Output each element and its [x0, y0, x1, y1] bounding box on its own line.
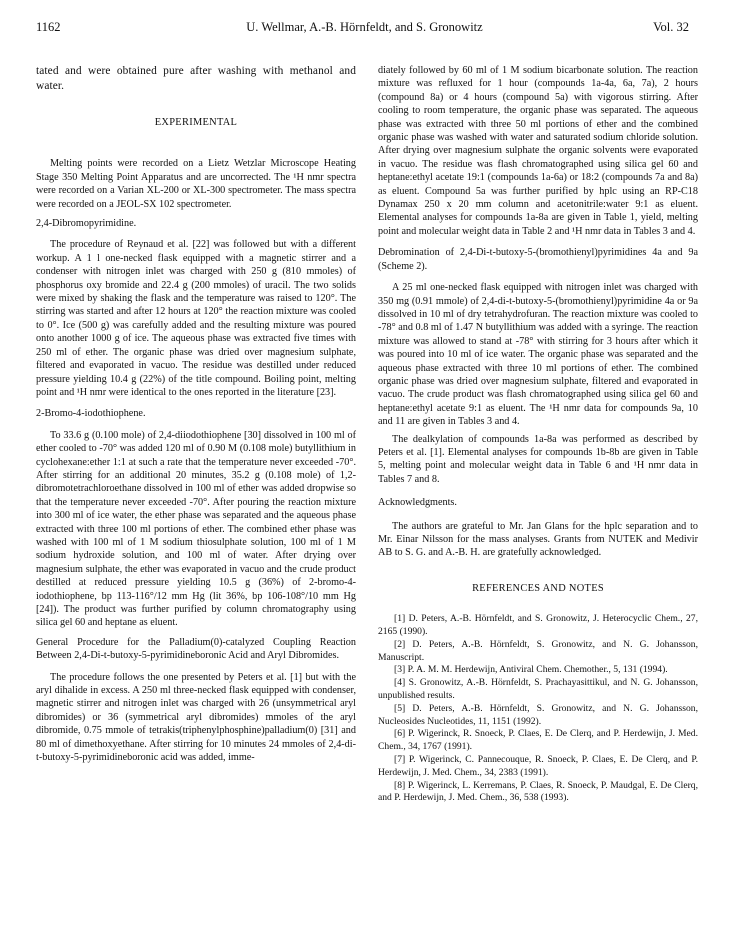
reference-item: [6] P. Wigerinck, R. Snoeck, P. Claes, E. De Clerq, and P. Herdewijn, J. Med. Chem., 34, 1767 (1991).	[378, 728, 698, 753]
reference-item: [8] P. Wigerinck, L. Kerremans, P. Claes, R. Snoeck, P. Maudgal, E. De Clerq, and P. Herdewijn, J. Med. Chem., 36, 538 (1993).	[378, 779, 698, 804]
page-number: 1162	[36, 20, 61, 34]
general-procedure-heading: General Procedure for the Palladium(0)-catalyzed Coupling Reaction Between 2,4-Di-t-butoxy-5-pyrimidineboronic Acid and Aryl Dibromides.	[36, 636, 356, 662]
methods-paragraph: Melting points were recorded on a Lietz Wetzlar Microscope Heating Stage 350 Melting Point Apparatus and are uncorrected. The ¹H nmr spectra were recorded on a Varian XL-200 or XL-300 spectrometer. The mass spectra were recorded on a JEOL-SX 102 spectrometer.	[36, 158, 356, 210]
debromination-heading: Debromination of 2,4-Di-t-butoxy-5-(bromothienyl)pyrimidines 4a and 9a (Scheme 2).	[378, 247, 698, 272]
general-procedure-text: The procedure follows the one presented by Peters et al. [1] but with the aryl dihalide in excess. A 250 ml three-necked flask equipped with condenser, magnetic stirrer and nitrogen inlet was charged with 26 (unsymmetrical aryl dibromides) or 36 (symmetrical aryl dibromides) mmoles of the aryl dibromide, 0.75 mmole of tetrakis(triphenylphosphine)palladium(0) [31] and 80 ml of dimethoxyethane. After stirring for 10 minutes 24 mmoles of 2,4-di-t-butoxy-5-pyrimidineboronic acid was added, imme-	[36, 671, 356, 764]
acknowledgments-heading: Acknowledgments.	[378, 497, 457, 509]
experimental-heading: EXPERIMENTAL	[154, 117, 238, 128]
dibromopyrimidine-heading: 2,4-Dibromopyrimidine.	[36, 218, 137, 230]
debromination-text: A 25 ml one-necked flask equipped with nitrogen inlet was charged with 350 mg (0.91 mmole) of 2,4-di-t-butoxy-5-(bromothienyl)pyrimidine 4a or 9a dissolved in 10 ml of dry tetrahydrofuran. The reaction mixture was cooled to -78° and 0.8 ml of 1.47 N butyllithium was added with a syringe. The reaction mixture was allowed to stand at -78° with stirring for 3 hours after which it was poured into 10 ml of ice water. The organic phase was separated and the aqueous phase extracted with three 10 ml portions of ether. The combined organic phase was dried over magnesium sulphate, filtered and evaporated in vacuo. The crude product was flash chromatographed using silica gel 60 and heptane:ethyl acetate 9:1 as eluent. The ¹H nmr data for compounds 9a, 10 and 11 are given in Tables 3 and 4.	[378, 282, 698, 428]
acknowledgments-text: The authors are grateful to Mr. Jan Glans for the hplc separation and to Mr. Einar Nilsson for the mass analyses. Grants from NUTEK and Medivir AB to S. G. and A.-B. H. are gratefully acknowledged.	[378, 520, 698, 559]
reference-item: [2] D. Peters, A.-B. Hörnfeldt, S. Gronowitz, and N. G. Johansson, Manuscript.	[378, 638, 698, 663]
running-title: U. Wellmar, A.-B. Hörnfeldt, and S. Gronowitz	[246, 20, 483, 34]
references-heading: REFERENCES AND NOTES	[472, 582, 604, 594]
volume-label: Vol. 32	[653, 20, 689, 34]
reference-item: [3] P. A. M. M. Herdewijn, Antiviral Chem. Chemother., 5, 131 (1994).	[394, 664, 668, 676]
reference-item: [7] P. Wigerinck, C. Pannecouque, R. Snoeck, P. Claes, E. De Clerq, and P. Herdewijn, J. Med. Chem., 34, 2383 (1991).	[378, 753, 698, 778]
reference-item: [4] S. Gronowitz, A.-B. Hörnfeldt, S. Prachayasittikul, and N. G. Johansson, unpublished results.	[378, 677, 698, 701]
reference-item: [5] D. Peters, A.-B. Hörnfeldt, S. Gronowitz, and N. G. Johansson, Nucleosides Nucleotides, 11, 1151 (1992).	[378, 702, 698, 727]
bromoiodothiophene-heading: 2-Bromo-4-iodothiophene.	[36, 408, 146, 420]
dibromopyrimidine-text: The procedure of Reynaud et al. [22] was followed but with a different workup. A 1 l one-necked flask equipped with a magnetic stirrer and a condenser with nitrogen inlet was charged with 250 g (810 mmoles) of phosphorus oxy bromide and 22.4 g (200 mmoles) of uracil. The two solids were mixed by shaking the flask and the temperature was raised to 120°. The stirring was started and after 12 hours at 120° the reaction mixture was cooled to 0°. Ice (500 g) was carefully added and the resulting mixture was poured onto another 1000 g of ice. The aqueous phase was extracted five times with 250 ml of ether. The organic phase was dried over magnesium sulphate, filtered and evaporated in vacuo. The residue was destilled under reduced pressure yielding 10.4 g (22%) of the title compound. Boiling point, melting point and ¹H nmr were identical to the ones reported in the literature [23].	[36, 239, 356, 398]
carryover-text: tated and were obtained pure after washing with methanol and water.	[36, 65, 356, 92]
reference-item: [1] D. Peters, A.-B. Hörnfeldt, and S. Gronowitz, J. Heterocyclic Chem., 27, 2165 (1990).	[378, 613, 698, 638]
right-column	[378, 64, 698, 805]
dealkylation-text: The dealkylation of compounds 1a-8a was performed as described by Peters et al. [1]. Elemental analyses for compounds 1b-8b are given in Table 5, melting point and molecular weight data in Table 6 and ¹H nmr data in Tables 7 and 8.	[378, 433, 698, 485]
bromoiodothiophene-text: To 33.6 g (0.100 mole) of 2,4-diiodothiophene [30] dissolved in 100 ml of ether cooled to -70° was added 120 ml of 0.90 M (0.108 mole) butyllithium in cyclohexane:ether 1:1 at such a rate that the temperature never exceeded -70°. After stirring for an additional 20 minutes, 35.2 g (0.108 mole) of 1,2-dibromotetrachloroethane dissolved in 100 ml of ether was added dropwise so that the temperature never exceeded -70°. After pouring the reaction mixture into 300 ml of ice water, the ether phase was separated and the aqueous phase extracted with three 100 ml portions of ether. The combined ether phase was washed with 100 ml of 1 M sodium thiosulphate solution, 100 ml of 1 M sodium hydroxide solution, and 100 ml of water. After drying over magnesium sulphate, the ether was evaporated in vacuo and the crude product destilled at reduced pressure yielding 10.5 g (36%) of 2-bromo-4-iodothiophene, bp 113-116°/12 mm Hg (lit 36%, bp 106-108°/10 mm Hg [24]). The product was further purified by column chromatography using silica gel 60 and heptane as eluent.	[36, 429, 356, 629]
references-list	[378, 613, 698, 805]
continuation-text: diately followed by 60 ml of 1 M sodium bicarbonate solution. The reaction mixture was refluxed for 1 hour (compounds 1a-4a, 6a, 7a), 2 hours (compound 8a) or 4 hours (compound 5a) with vigorous stirring. After cooling to room temperature, the organic phase was separated. The aqueous phase was extracted with three 50 ml portions of ether and the combined organic phase was washed with water and saturated sodium chloride solution. After drying over magnesium sulphate the organic solvents were evaporated in vacuo. The residue was flash chromatographed using silica gel 60 and heptane:ethyl acetate 19:1 (compounds 1a-6a) or 18:2 (compounds 7a and 8a) as eluent. Compound 5a was further purified by hplc using an RP-C18 Dynamax 250 x 20 mm column and acetonitrile:water 9:1 as eluent. Elemental analyses for compounds 1a-8a are given in Table 1, yield, melting point and molecular weight data in Table 2 and ¹H nmr data in Tables 3 and 4.	[378, 65, 698, 237]
left-column	[36, 64, 356, 764]
